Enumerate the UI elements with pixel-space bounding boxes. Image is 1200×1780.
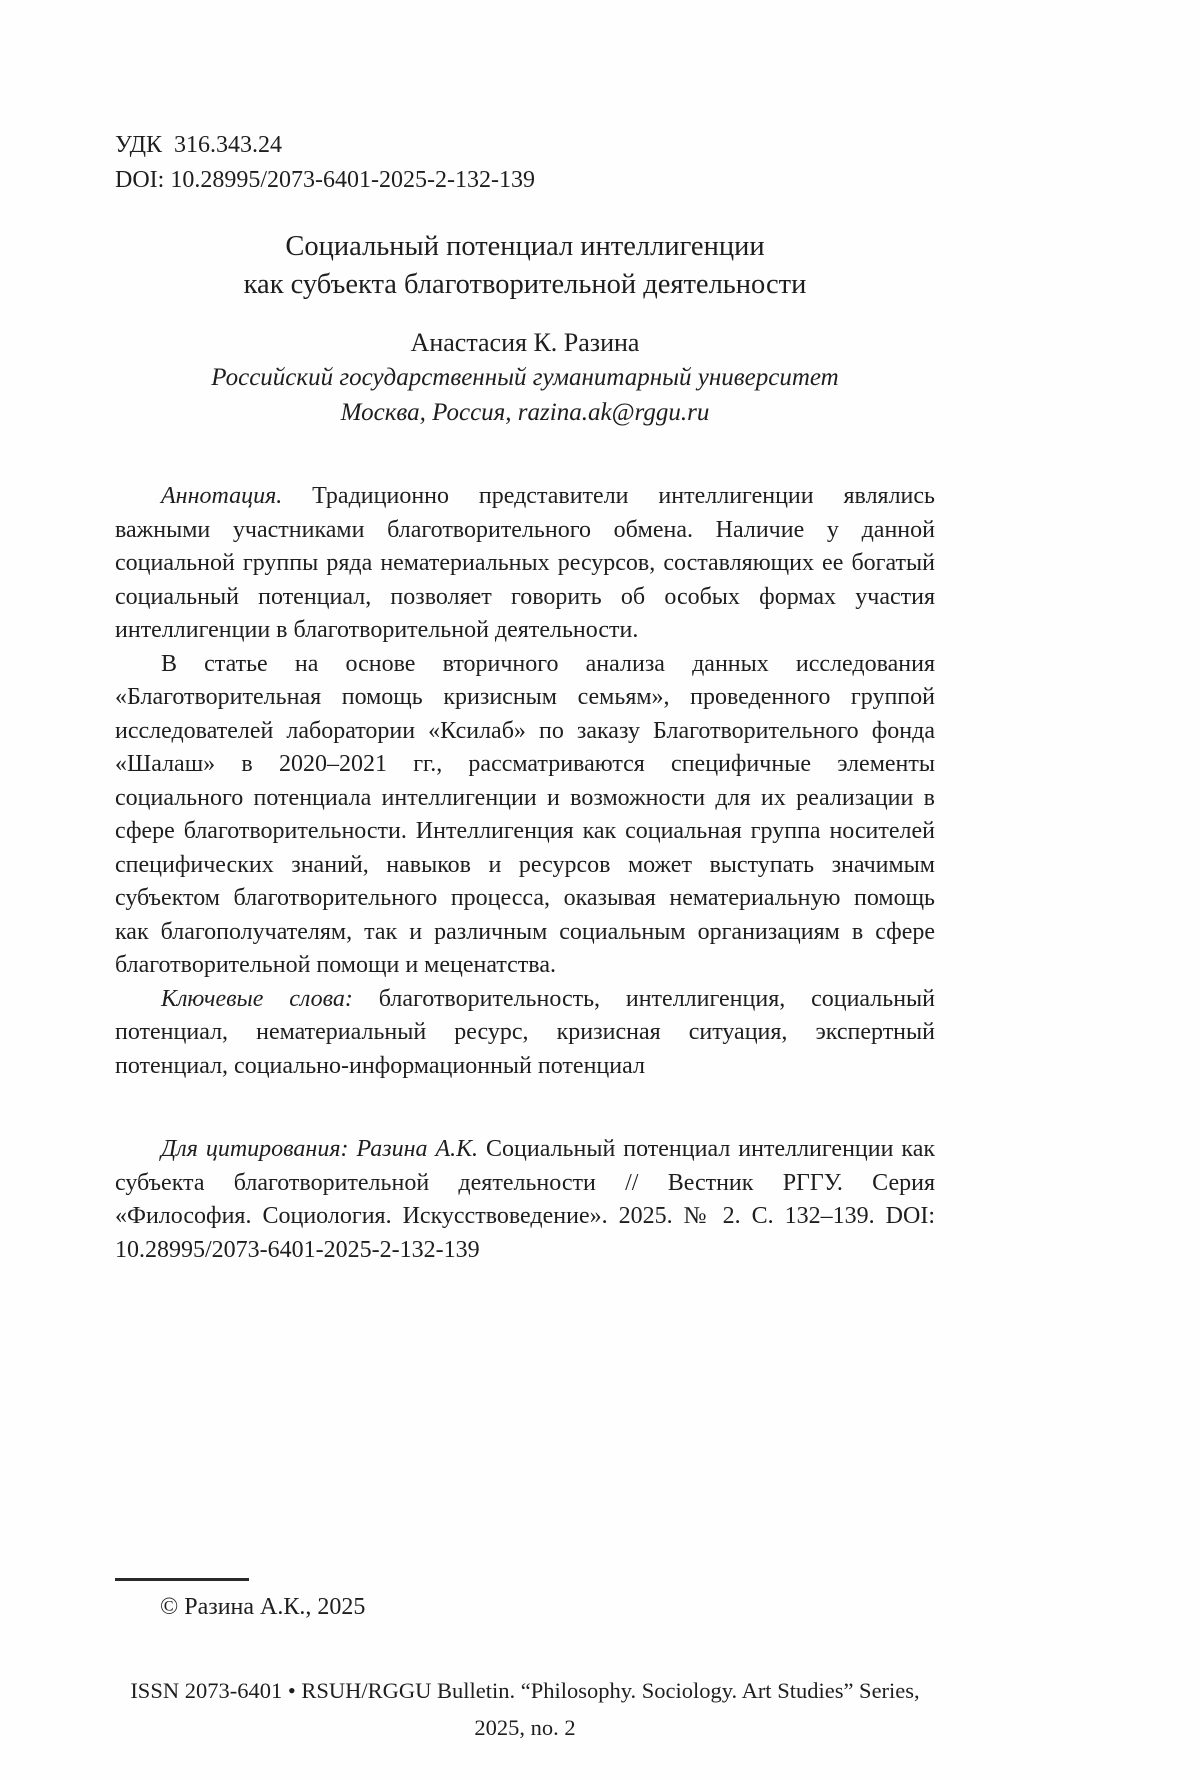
citation-author: Разина А.К.	[356, 1136, 479, 1162]
abstract-paragraph-2	[115, 648, 935, 983]
keywords-paragraph	[115, 983, 935, 1084]
citation-label: Для цитирования:	[161, 1136, 349, 1162]
abstract-text-2: В статье на основе вторичного анализа данных исследования «Благотворительная помощь кризисным семьям», проведенного группой исследователей лаборатории «Ксилаб» по заказу Благотворительного фонда «Шалаш» в 2020–2021 гг., рассматриваются специфичные элементы социального потенциала интеллигенции и возможности для их реализации в сфере благотворительности. Интеллигенция как социальная группа носителей специфических знаний, навыков и ресурсов может выступать значимым субъектом благотворительного процесса, оказывая нематериальную помощь как благополучателям, так и различным социальным организациям в сфере благотворительной помощи и меценатства.	[115, 650, 935, 978]
article-title-line2: как субъекта благотворительной деятельности	[243, 269, 807, 300]
copyright-note: © Разина А.К., 2025	[160, 1594, 366, 1620]
footnote-separator-rule	[115, 1578, 249, 1581]
abstract-paragraph-1	[115, 480, 935, 648]
abstract-section	[115, 480, 935, 1083]
footer-issue-line: 2025, no. 2	[474, 1715, 576, 1740]
doi-number: DOI: 10.28995/2073-6401-2025-2-132-139	[115, 167, 535, 193]
article-meta-block	[115, 0, 935, 198]
journal-footer	[115, 1672, 935, 1746]
abstract-text-1: Традиционно представители интеллигенции являлись важными участниками благотворительного обмена. Наличие у данной социальной группы ряда нематериальных ресурсов, составляющих ее богатый социальный потенциал, позволяет говорить об особых формах участия интеллигенции в благотворительной деятельности.	[115, 483, 935, 643]
citation-paragraph	[115, 1133, 935, 1267]
udc-number: УДК 316.343.24	[115, 132, 282, 158]
article-title-line1: Социальный потенциал интеллигенции	[285, 231, 765, 262]
keywords-label: Ключевые слова:	[161, 985, 353, 1012]
keywords-text: благотворительность, интеллигенция, социальный потенциал, нематериальный ресурс, кризисная ситуация, экспертный потенциал, социально-информационный потенциал	[115, 985, 936, 1079]
article-title	[115, 228, 935, 304]
author-name: Анастасия К. Разина	[410, 328, 640, 357]
page-content	[115, 0, 935, 1267]
author-location-email: Москва, Россия, razina.ak@rggu.ru	[340, 399, 710, 426]
citation-text: Социальный потенциал интеллигенции как субъекта благотворительной деятельности // Вестник РГГУ. Серия «Философия. Социология. Искусствоведение». 2025. № 2. С. 132–139. DOI: 10.28995/2073-6401-2025-2-132-139	[115, 1136, 936, 1263]
author-affiliation: Российский государственный гуманитарный университет	[211, 364, 839, 391]
copyright-block	[115, 1578, 365, 1621]
abstract-label: Аннотация.	[161, 483, 283, 509]
footer-issn-line: ISSN 2073-6401 • RSUH/RGGU Bulletin. “Philosophy. Sociology. Art Studies” Series,	[130, 1678, 920, 1703]
